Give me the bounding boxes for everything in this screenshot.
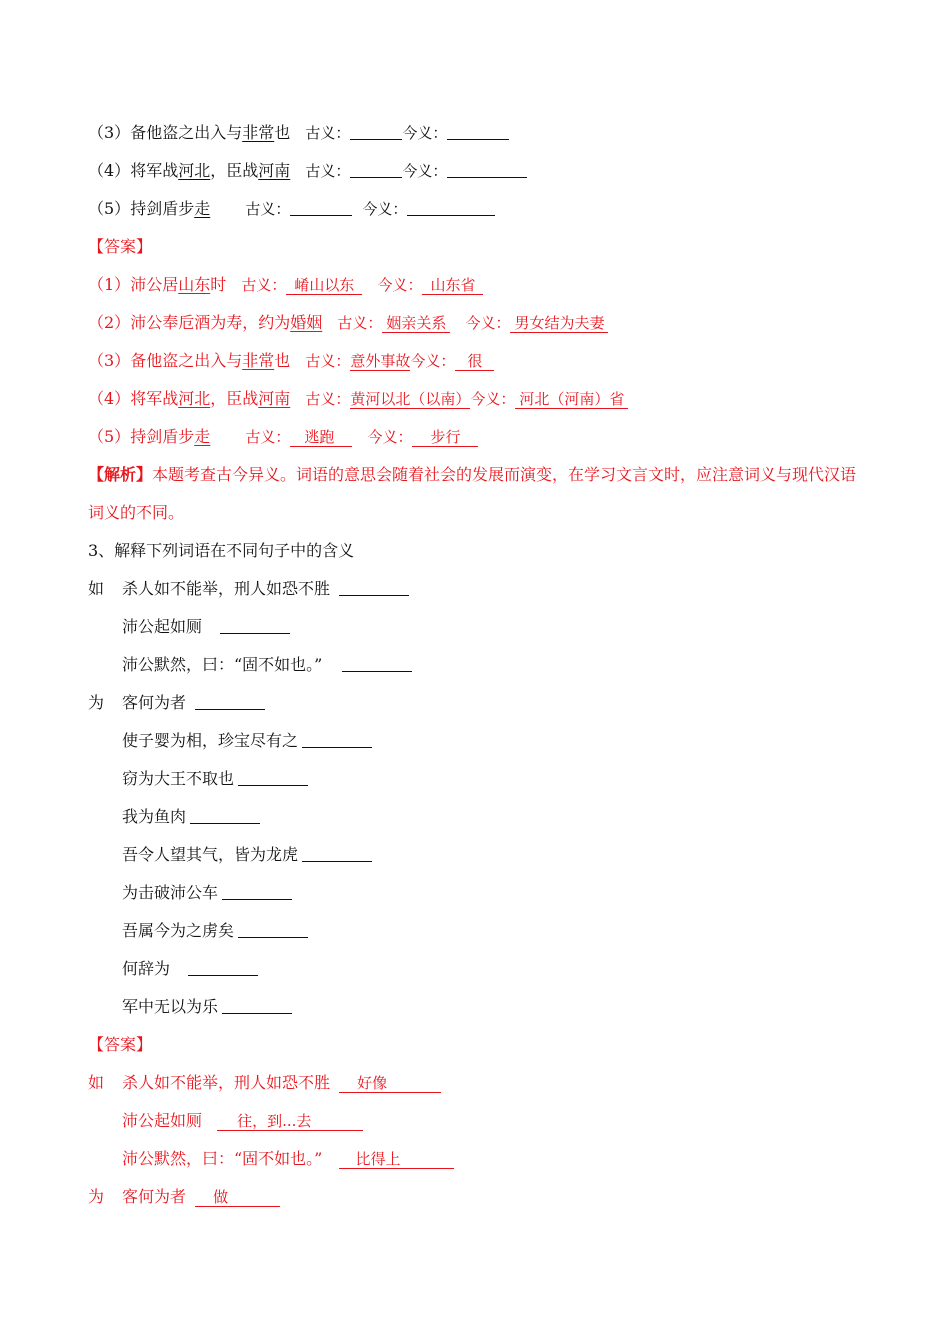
q3-wei-8: 何辞为 bbox=[122, 958, 890, 980]
answer-blank[interactable] bbox=[447, 161, 527, 178]
q3-answer-ru-2: 沛公起如厕 往，到...去 bbox=[122, 1110, 890, 1132]
q3-answer-wei-1: 为 客何为者 做 bbox=[88, 1186, 890, 1208]
analysis bbox=[88, 456, 872, 532]
answer-blank[interactable] bbox=[290, 199, 352, 216]
answer-blank[interactable] bbox=[220, 617, 290, 634]
answer-blank[interactable] bbox=[222, 883, 292, 900]
q2-item-5: （5）持剑盾步走 古义： 今义： bbox=[88, 198, 890, 220]
answer-blank[interactable] bbox=[447, 123, 509, 140]
answer-blank[interactable] bbox=[342, 655, 412, 672]
answer-blank[interactable] bbox=[302, 845, 372, 862]
q3-answer-ru-3: 沛公默然，曰：“固不如也。” 比得上 bbox=[122, 1148, 890, 1170]
q3-wei-char: 为 bbox=[88, 693, 105, 712]
answer-blank[interactable] bbox=[190, 807, 260, 824]
q3-wei-4: 我为鱼肉 bbox=[122, 806, 890, 828]
term: 非常 bbox=[242, 123, 275, 142]
answer-blank[interactable] bbox=[195, 693, 265, 710]
q3-ru-2: 沛公起如厕 bbox=[122, 616, 890, 638]
answer-blank[interactable] bbox=[238, 921, 308, 938]
q2-answer-1: （1）沛公居山东时 古义： 崤山以东 今义： 山东省 bbox=[88, 274, 890, 296]
q3-wei-1: 为 客何为者 bbox=[88, 692, 890, 714]
q2-answer-5: （5）持剑盾步走 古义： 逃跑 今义： 步行 bbox=[88, 426, 890, 448]
q3-wei-7: 吾属今为之虏矣 bbox=[122, 920, 890, 942]
q2-item-4: （4）将军战河北，臣战河南 古义： 今义： bbox=[88, 160, 890, 182]
q3-title: 3、解释下列词语在不同句子中的含义 bbox=[88, 541, 355, 560]
q3-answer-ru-1: 如 杀人如不能举，刑人如恐不胜 好像 bbox=[88, 1072, 890, 1094]
answer-blank[interactable] bbox=[238, 769, 308, 786]
q3-wei-6: 为击破沛公车 bbox=[122, 882, 890, 904]
answer-label-2: 【答案】 bbox=[88, 1035, 153, 1054]
q2-answer-4: （4）将军战河北，臣战河南 古义：黄河以北（以南）今义： 河北（河南）省 bbox=[88, 388, 890, 410]
answer-blank[interactable] bbox=[350, 123, 402, 140]
answer-blank[interactable] bbox=[188, 959, 258, 976]
answer-blank[interactable] bbox=[339, 579, 409, 596]
q3-wei-3: 窃为大王不取也 bbox=[122, 768, 890, 790]
analysis-label: 【解析】 bbox=[88, 465, 153, 484]
answer-blank[interactable] bbox=[222, 997, 292, 1014]
q2-item-3: （3）备他盗之出入与非常也 古义： 今义： bbox=[88, 122, 890, 144]
q3-wei-5: 吾令人望其气，皆为龙虎 bbox=[122, 844, 890, 866]
q3-wei-2: 使子婴为相，珍宝尽有之 bbox=[122, 730, 890, 752]
answer-blank[interactable] bbox=[302, 731, 372, 748]
answer-blank[interactable] bbox=[407, 199, 495, 216]
answer-label: 【答案】 bbox=[88, 237, 153, 256]
q3-wei-9: 军中无以为乐 bbox=[122, 996, 890, 1018]
q3-ru-1: 如 杀人如不能举，刑人如恐不胜 bbox=[88, 578, 890, 600]
q2-answer-3: （3）备他盗之出入与非常也 古义：意外事故今义： 很 bbox=[88, 350, 890, 372]
analysis-text: 本题考查古今异义。词语的意思会随着社会的发展而演变，在学习文言文时，应注意词义与现代汉语词义的不同。 bbox=[88, 465, 857, 522]
q3-ru-3: 沛公默然，曰：“固不如也。” bbox=[122, 654, 890, 676]
q3-ru-char: 如 bbox=[88, 579, 105, 598]
answer-blank[interactable] bbox=[350, 161, 402, 178]
q2-answer-2: （2）沛公奉卮酒为寿，约为婚姻 古义： 姻亲关系 今义： 男女结为夫妻 bbox=[88, 312, 890, 334]
